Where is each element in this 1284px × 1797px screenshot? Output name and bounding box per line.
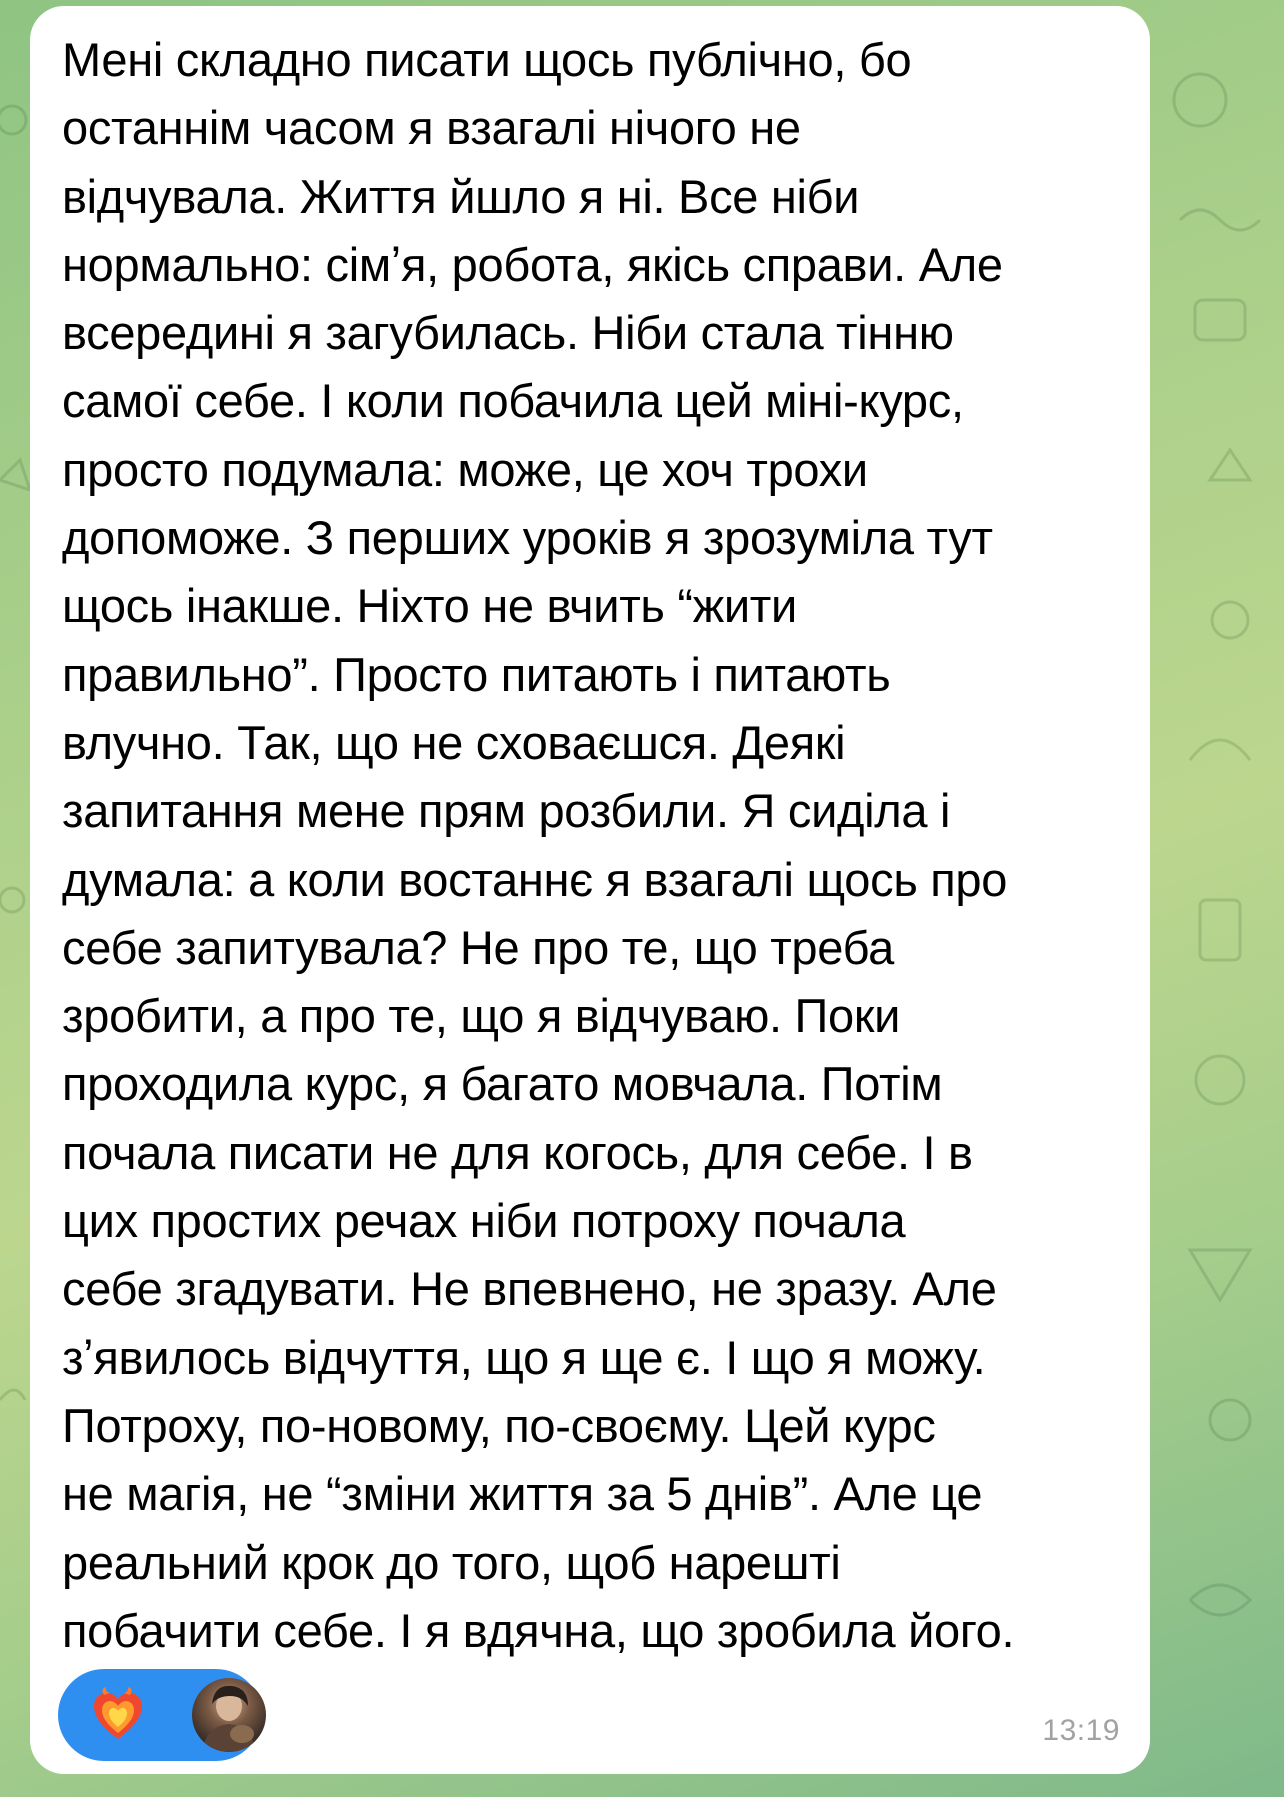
avatar-photo-icon — [192, 1678, 266, 1752]
message-bubble[interactable] — [30, 6, 1150, 1774]
message-text: Мені складно писати щось публічно, бо останнім часом я взагалі нічого не відчувала. Життя йшло я ні. Все ніби нормально: сімʼя, робота, якісь справи. Але всередині я загубилась. Ніби стала тінню самої себе. І коли побачила цей міні-курс, просто подумала: може, це хоч трохи допоможе. З перших уроків я зрозуміла тут щось інакше. Ніхто не вчить “жити правильно”. Просто питають і питають влучно. Так, що не сховаєшся. Деякі запитання мене прям розбили. Я сиділа і думала: а коли востаннє я взагалі щось про себе запитувала? Не про те, що треба зробити, а про те, що я відчуваю. Поки проходила курс, я багато мовчала. Потім почала писати не для когось, для себе. І в цих простих речах ніби потроху почала себе згадувати. Не впевнено, не зразу. Але зʼявилось відчуття, що я ще є. І що я можу. Потроху, по-новому, по-своєму. Цей курс не магія, не “зміни життя за 5 днів”. Але це реальний крок до того, щоб нарешті побачити себе. І я вдячна, що зробила його. — [62, 33, 1015, 1657]
user-avatar[interactable] — [192, 1678, 266, 1752]
reaction-pill[interactable] — [58, 1669, 262, 1761]
heart-on-fire-icon — [90, 1687, 146, 1743]
message-time: 13:19 — [1042, 1714, 1120, 1747]
